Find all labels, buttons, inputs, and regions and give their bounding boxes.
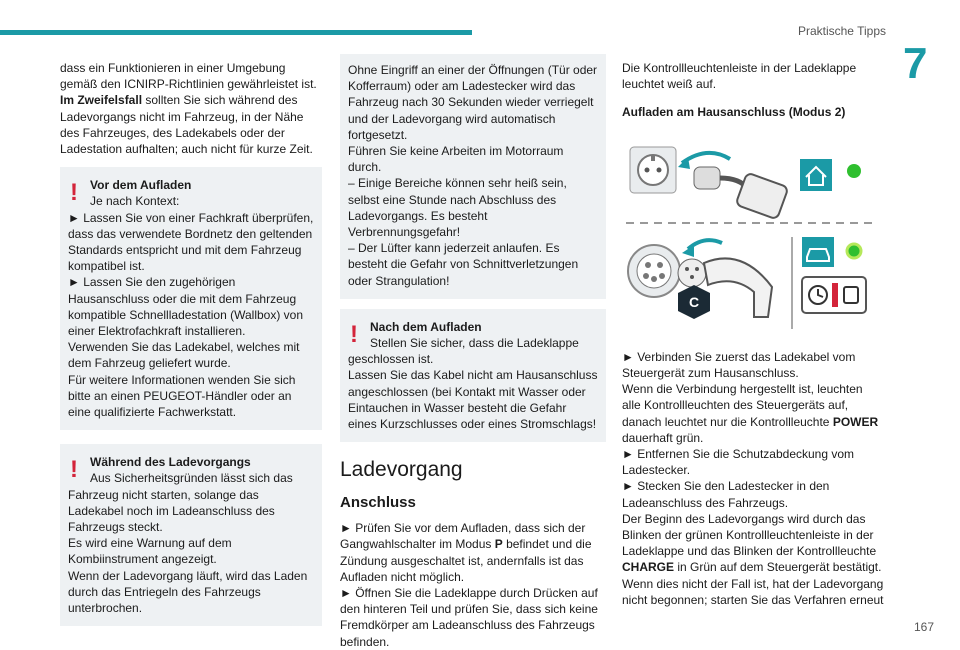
- warning-text: ► Lassen Sie den zugehörigen Hausanschluss oder die mit dem Fahrzeug kompatible Schnellladestation (Wallbox) von einer Elektrofachkraft installieren.: [68, 275, 304, 339]
- info-text: – Der Lüfter kann jederzeit anlaufen. Es besteht die Gefahr von Schnittverletzungen oder Strangulation!: [348, 241, 579, 288]
- label-c-badge: [678, 285, 710, 319]
- warning-text: Wenn der Ladevorgang läuft, wird das Laden durch das Entriegeln des Fahrzeugs unterbrochen.: [68, 568, 308, 616]
- warning-text: Stellen Sie sicher, dass die Ladeklappe geschlossen ist.: [348, 336, 579, 367]
- paragraph: Wenn dies nicht der Fall ist, hat der Ladevorgang nicht begonnen; starten Sie das Verfahren erneut: [622, 576, 884, 607]
- paragraph: dass ein Funktionieren in einer Umgebung gemäß den ICNIRP-Richtlinien gewährleistet ist.: [60, 61, 317, 92]
- warning-text: Es wird eine Warnung auf dem Kombiinstrument angezeigt.: [68, 536, 232, 567]
- arrow-icon: [682, 152, 730, 162]
- warning-text: Lassen Sie das Kabel nicht am Hausanschluss angeschlossen (bei Kontakt mit Wasser oder Eintauchen in Wasser besteht die Gefahr eines Kurzschlusses oder eines Stromschlags!: [348, 368, 598, 432]
- paragraph: Der Beginn des Ladevorgangs wird durch das Blinken der grünen Kontrollleuchtenleiste in der Ladeklappe und das Blinken der Kontrollleuchte CHARGE in Grün auf dem Steuergerät bestätigt.: [622, 511, 882, 575]
- warning-box-after-charging: [340, 309, 606, 442]
- info-text: Ohne Eingriff an einer der Öffnungen (Tür oder Kofferraum) oder am Ladestecker wird das Fahrzeug nach 30 Sekunden wieder verriegelt und der Ladevorgang wird automatisch fortgesetzt.: [348, 63, 598, 142]
- info-box-relock: [340, 54, 606, 299]
- plug-and-control-unit: [694, 167, 788, 219]
- warning-text: ► Lassen Sie von einer Fachkraft überprüfen, dass das verwendete Bordnetz den geltenden Standards entspricht und mit dem Fahrzeug kompatibel ist.: [68, 210, 314, 274]
- warning-box-during-charging: [60, 444, 322, 626]
- heading-anschluss: Anschluss: [340, 494, 416, 512]
- household-socket-icon: [630, 147, 676, 193]
- warning-title: Nach dem Aufladen: [370, 319, 482, 334]
- header-accent-bar: [0, 30, 472, 35]
- paragraph: Wenn die Verbindung hergestellt ist, leuchten alle Kontrollleuchten des Steuergeräts auf, danach leuchtet nur die Kontrollleuchte POWER dauerhaft grün.: [622, 382, 879, 445]
- warning-text: Aus Sicherheitsgründen lässt sich das Fahrzeug nicht starten, solange das Ladekabel noch im Ladeanschluss des Fahrzeugs steckt.: [68, 471, 293, 535]
- info-text: – Einige Bereiche können sehr heiß sein, selbst eine Stunde nach Abschluss des Ladevorgangs. Es besteht Verbrennungsgefahr!: [348, 176, 567, 240]
- paragraph: ► Stecken Sie den Ladestecker in den Ladeanschluss des Fahrzeugs.: [622, 479, 830, 510]
- home-icon: [800, 159, 832, 191]
- exclamation-icon: !: [70, 456, 78, 484]
- paragraph: ► Öffnen Sie die Ladeklappe durch Drücken auf den hinteren Teil und prüfen Sie, dass sich keine Fremdkörper am Ladeanschluss des Fahrzeugs befinden.: [340, 586, 598, 649]
- exclamation-icon: !: [70, 179, 78, 207]
- paragraph: ► Verbinden Sie zuerst das Ladekabel vom Steuergerät zum Hausanschluss.: [622, 349, 856, 381]
- column-right: [622, 60, 884, 608]
- warning-text: Verwenden Sie das Ladekabel, welches mit dem Fahrzeug geliefert wurde.: [68, 340, 300, 371]
- paragraph: ► Prüfen Sie vor dem Aufladen, dass sich der Gangwahlschalter im Modus P befindet und die Zündung ausgeschaltet ist, andernfalls ist das Aufladen nicht möglich.: [340, 521, 592, 584]
- warning-title: Während des Ladevorgangs: [90, 455, 251, 470]
- paragraph: Im Zweifelsfall sollten Sie sich während des Ladevorgangs nicht im Fahrzeug, in der Nähe des Fahrzeuges, des Ladekabels oder der Ladestation aufhalten; auch nicht für kurze Zeit.: [60, 93, 313, 157]
- vehicle-socket-icon: [628, 245, 680, 297]
- warning-text: Je nach Kontext:: [90, 194, 180, 209]
- column-middle: [340, 54, 606, 650]
- warning-title: Vor dem Aufladen: [90, 178, 192, 193]
- car-icon: [802, 237, 834, 267]
- section-title: Praktische Tipps: [797, 24, 886, 38]
- led-indicator-blinking: [847, 244, 861, 258]
- page-number: 167: [913, 620, 934, 634]
- exclamation-icon: !: [350, 320, 358, 348]
- svg-text:C: C: [688, 293, 700, 310]
- heading-ladevorgang: Ladevorgang: [340, 458, 463, 482]
- info-text: Führen Sie keine Arbeiten im Motorraum durch.: [348, 144, 564, 175]
- charge-timer-icon: [802, 277, 866, 313]
- charging-illustration: [622, 137, 882, 337]
- warning-text: Für weitere Informationen wenden Sie sich bitte an einen PEUGEOT-Händler oder an eine qualifizierte Fachwerkstatt.: [68, 372, 296, 420]
- chapter-number: 7: [903, 39, 928, 88]
- led-indicator: [847, 164, 861, 178]
- warning-box-before-charging: [60, 167, 322, 430]
- heading-mode2: Aufladen am Hausanschluss (Modus 2): [622, 105, 846, 120]
- paragraph: Die Kontrollleuchtenleiste in der Ladeklappe leuchtet weiß auf.: [622, 61, 857, 92]
- paragraph: ► Entfernen Sie die Schutzabdeckung vom Ladestecker.: [622, 447, 855, 478]
- column-left: [60, 60, 322, 626]
